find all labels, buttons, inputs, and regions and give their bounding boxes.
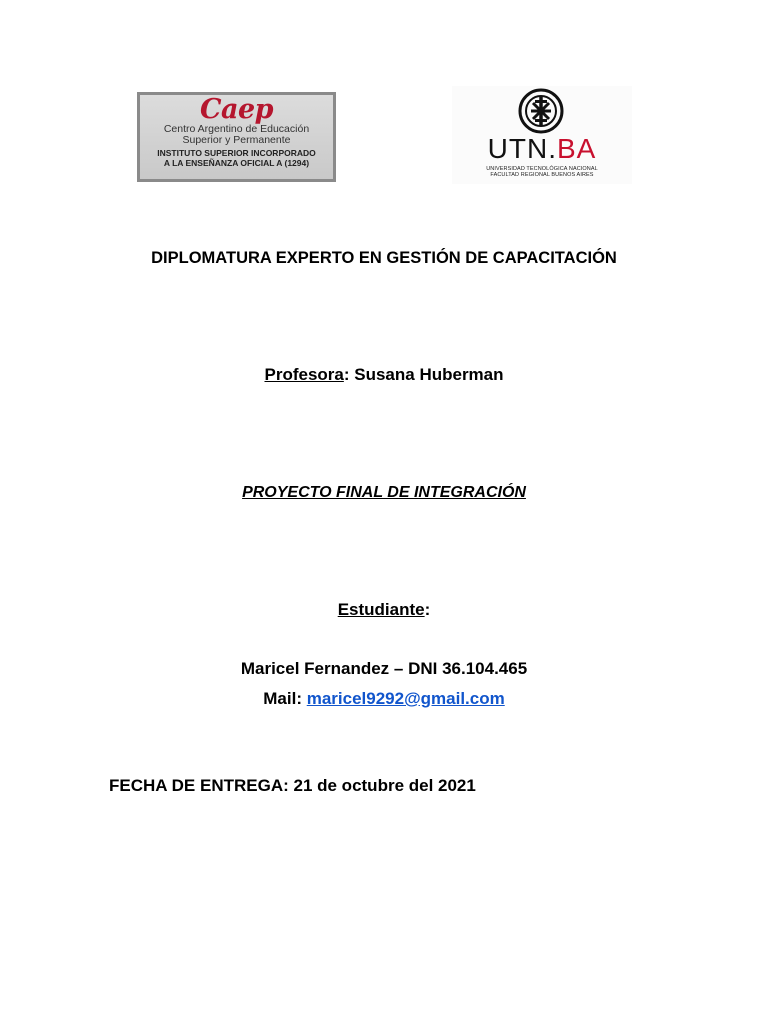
utn-subtitle-2: FACULTAD REGIONAL BUENOS AIRES [490,172,594,178]
mail-label: Mail: [263,689,307,708]
caep-logo-line-4: A LA ENSEÑANZA OFICIAL A (1294) [163,158,310,168]
estudiante-line [0,600,768,620]
caep-logo-line-3: INSTITUTO SUPERIOR INCORPORADO [157,148,316,158]
email-link[interactable]: maricel9292@gmail.com [306,689,505,708]
utn-emblem-icon [518,88,564,134]
fecha-entrega: FECHA DE ENTREGA: 21 de octubre del 2021 [109,776,476,795]
project-title: PROYECTO FINAL DE INTEGRACIÓN [242,484,526,501]
mail-line [0,689,768,709]
caep-logo [137,92,336,182]
document-title: DIPLOMATURA EXPERTO EN GESTIÓN DE CAPACITACIÓN [151,249,617,267]
estudiante-colon: : [424,600,431,619]
utn-subtitle-1: UNIVERSIDAD TECNOLÓGICA NACIONAL [486,166,598,172]
caep-logo-line-1: Centro Argentino de Educación [163,123,310,135]
utn-ba-wordmark: UTN.BA [487,133,597,164]
profesora-value: : Susana Huberman [343,365,504,384]
utn-ba-logo [452,86,632,184]
student-name: Maricel Fernandez – DNI 36.104.465 [240,659,528,678]
estudiante-label: Estudiante [337,600,425,619]
caep-logo-line-2: Superior y Permanente [182,134,291,146]
caep-logo-wordmark: Caep [199,94,274,125]
profesora-line [0,365,768,385]
profesora-label: Profesora [264,365,344,384]
